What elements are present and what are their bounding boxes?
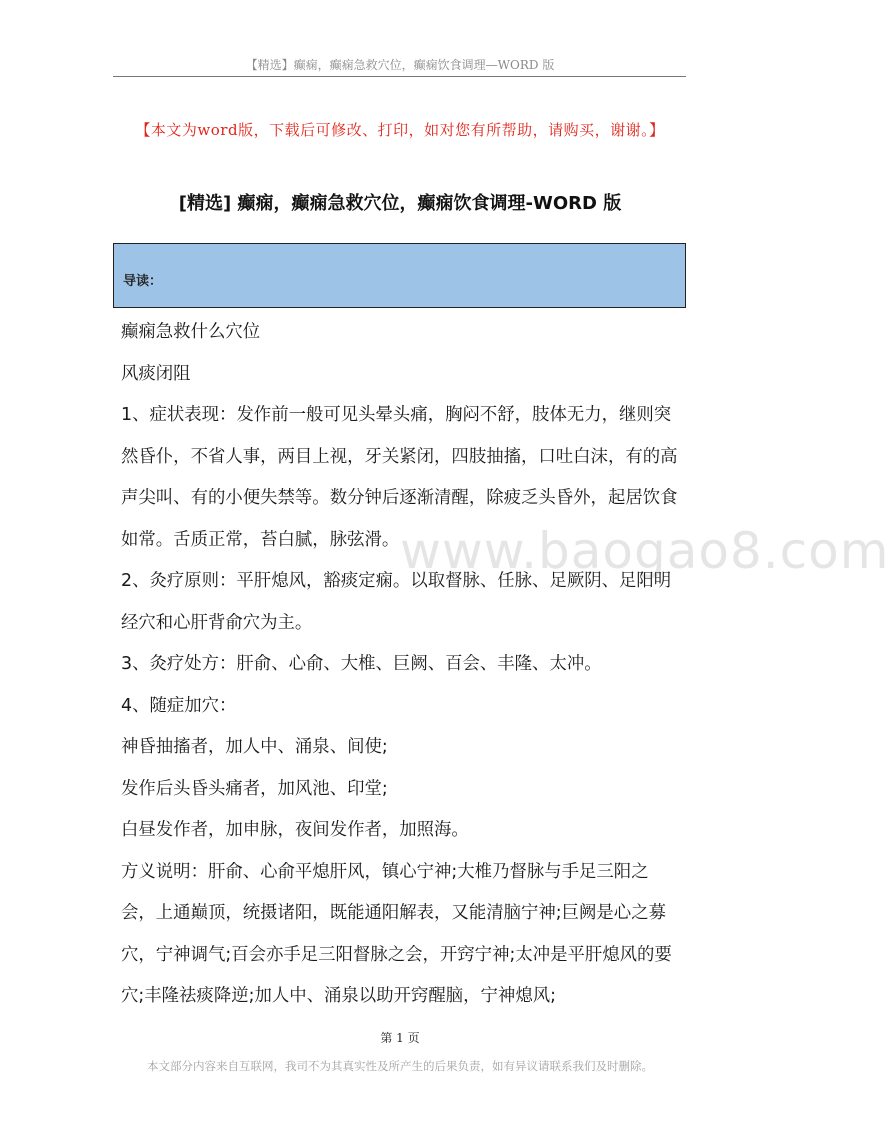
section-heading: 癫痫急救什么穴位	[121, 322, 261, 342]
word-version-notice: 【本文为word版，下载后可修改、打印，如对您有所帮助，请购买，谢谢。】	[135, 121, 665, 139]
watermark: www.baogao8.com	[400, 522, 889, 580]
header-divider	[113, 76, 686, 77]
paragraph-added-points: 4、随症加穴：	[121, 695, 237, 716]
paragraph-item: 神昏抽搐者，加人中、涌泉、间使;	[121, 737, 388, 757]
guide-box	[113, 243, 686, 308]
footer-disclaimer: 本文部分内容来自互联网，我司不为其真实性及所产生的后果负责，如有异议请联系我们及时删除。	[147, 1059, 653, 1073]
paragraph-item: 白昼发作者，加申脉，夜间发作者，加照海。	[121, 820, 469, 840]
paragraph-prescription: 3、灸疗处方：肝俞、心俞、大椎、巨阙、百会、丰隆、太冲。	[121, 654, 602, 674]
document-title: [精选] 癫痫，癫痫急救穴位，癫痫饮食调理-WORD 版	[178, 193, 622, 214]
article-body	[121, 312, 681, 1018]
guide-label: 导读：	[123, 274, 163, 289]
paragraph-principle: 2、灸疗原则：平肝熄风，豁痰定痫。以取督脉、任脉、足厥阴、足阳明经穴和心肝背俞穴为主。	[121, 571, 672, 633]
paragraph-symptoms: 1、症状表现：发作前一般可见头晕头痛，胸闷不舒，肢体无力，继则突然昏仆，不省人事，两目上视，牙关紧闭，四肢抽搐，口吐白沫，有的高声尖叫、有的小便失禁等。数分钟后逐渐清醒，除疲乏头昏外，起居饮食如常。舌质正常，苔白腻，脉弦滑。	[121, 405, 678, 550]
paragraph-explanation: 方义说明：肝俞、心俞平熄肝风，镇心宁神;大椎乃督脉与手足三阳之会，上通巅顶，统摄诸阳，既能通阳解表，又能清脑宁神;巨阙是心之募穴，宁神调气;百会亦手足三阳督脉之会，开窍宁神;太冲是平肝熄风的要穴;丰隆祛痰降逆;加人中、涌泉以助开窍醒脑，宁神熄风;	[121, 861, 672, 1006]
sub-heading: 风痰闭阻	[121, 363, 191, 384]
page-number: 第 1 页	[380, 1031, 420, 1045]
running-header: 【精选】癫痫，癫痫急救穴位，癫痫饮食调理—WORD 版	[245, 58, 555, 72]
paragraph-item: 发作后头昏头痛者，加风池、印堂;	[121, 778, 388, 799]
